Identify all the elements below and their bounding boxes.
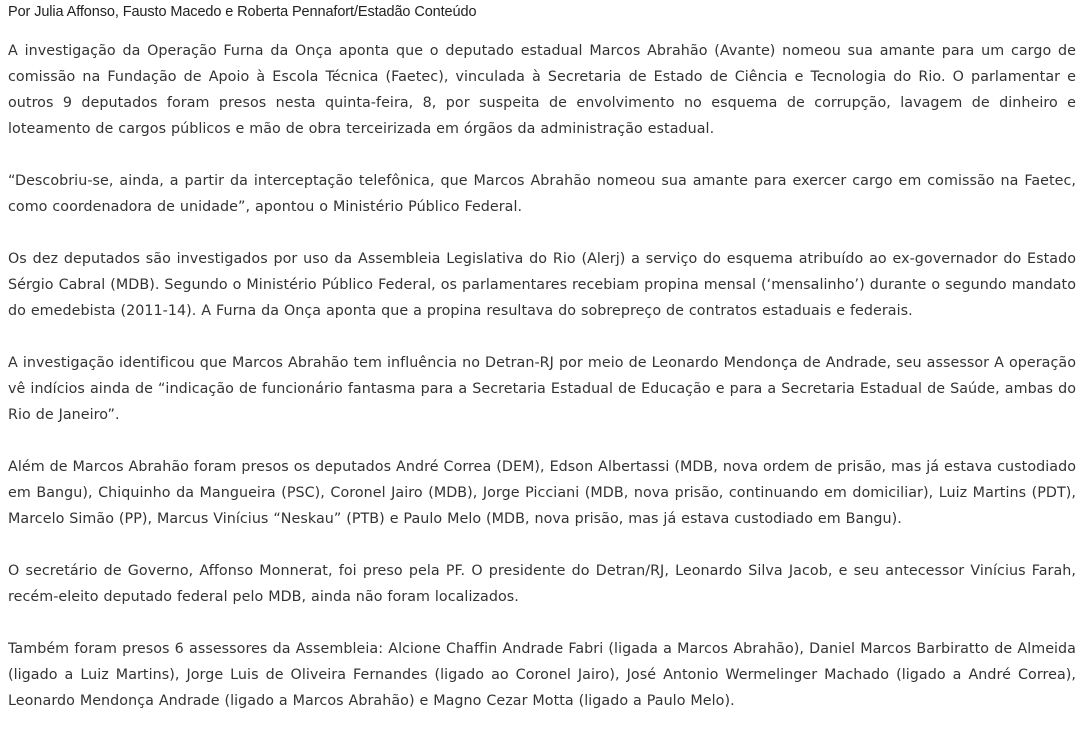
article-paragraph-1: A investigação da Operação Furna da Onça aponta que o deputado estadual Marcos Abrahão (Avante) nomeou sua amante para um cargo de comissão na Fundação de Apoio à Escola Técnica (Faetec), vinculada à Secretaria de Estado de Ciência e Tecnologia do Rio. O parlamentar e outros 9 deputados foram presos nesta quinta-feira, 8, por suspeita de envolvimento no esquema de corrupção, lavagem de dinheiro e loteamento de cargos públicos e mão de obra terceirizada em órgãos da administração estadual. — [8, 43, 1076, 137]
article-paragraph-4: A investigação identificou que Marcos Abrahão tem influência no Detran-RJ por meio de Leonardo Mendonça de Andrade, seu assessor A operação vê indícios ainda de “indicação de funcionário fantasma para a Secretaria Estadual de Educação e para a Secretaria Estadual de Saúde, ambas do Rio de Janeiro”. — [8, 355, 1076, 423]
article-paragraph-6: O secretário de Governo, Affonso Monnerat, foi preso pela PF. O presidente do Detran/RJ, Leonardo Silva Jacob, e seu antecessor Vinícius Farah, recém-eleito deputado federal pelo MDB, ainda não foram localizados. — [8, 563, 1076, 605]
article-paragraph-2: “Descobriu-se, ainda, a partir da interceptação telefônica, que Marcos Abrahão nomeou sua amante para exercer cargo em comissão na Faetec, como coordenadora de unidade”, apontou o Ministério Público Federal. — [8, 173, 1076, 215]
article-paragraph-7: Também foram presos 6 assessores da Assembleia: Alcione Chaffin Andrade Fabri (ligada a Marcos Abrahão), Daniel Marcos Barbiratto de Almeida (ligado a Luiz Martins), Jorge Luis de Oliveira Fernandes (ligado ao Coronel Jairo), José Antonio Wermelinger Machado (ligado a André Correa), Leonardo Mendonça Andrade (ligado a Marcos Abrahão) e Magno Cezar Motta (ligado a Paulo Melo). — [8, 641, 1076, 709]
article-paragraph-3: Os dez deputados são investigados por uso da Assembleia Legislativa do Rio (Alerj) a serviço do esquema atribuído ao ex-governador do Estado Sérgio Cabral (MDB). Segundo o Ministério Público Federal, os parlamentares recebiam propina mensal (‘mensalinho’) durante o segundo mandato do emedebista (2011-14). A Furna da Onça aponta que a propina resultava do sobrepreço de contratos estaduais e federais. — [8, 251, 1076, 319]
article-byline: Por Julia Affonso, Fausto Macedo e Roberta Pennafort/Estadão Conteúdo — [8, 4, 477, 20]
article-paragraph-5: Além de Marcos Abrahão foram presos os deputados André Correa (DEM), Edson Albertassi (MDB, nova ordem de prisão, mas já estava custodiado em Bangu), Chiquinho da Mangueira (PSC), Coronel Jairo (MDB), Jorge Picciani (MDB, nova prisão, continuando em domiciliar), Luiz Martins (PDT), Marcelo Simão (PP), Marcus Vinícius “Neskau” (PTB) e Paulo Melo (MDB, nova prisão, mas já estava custodiado em Bangu). — [8, 459, 1076, 527]
